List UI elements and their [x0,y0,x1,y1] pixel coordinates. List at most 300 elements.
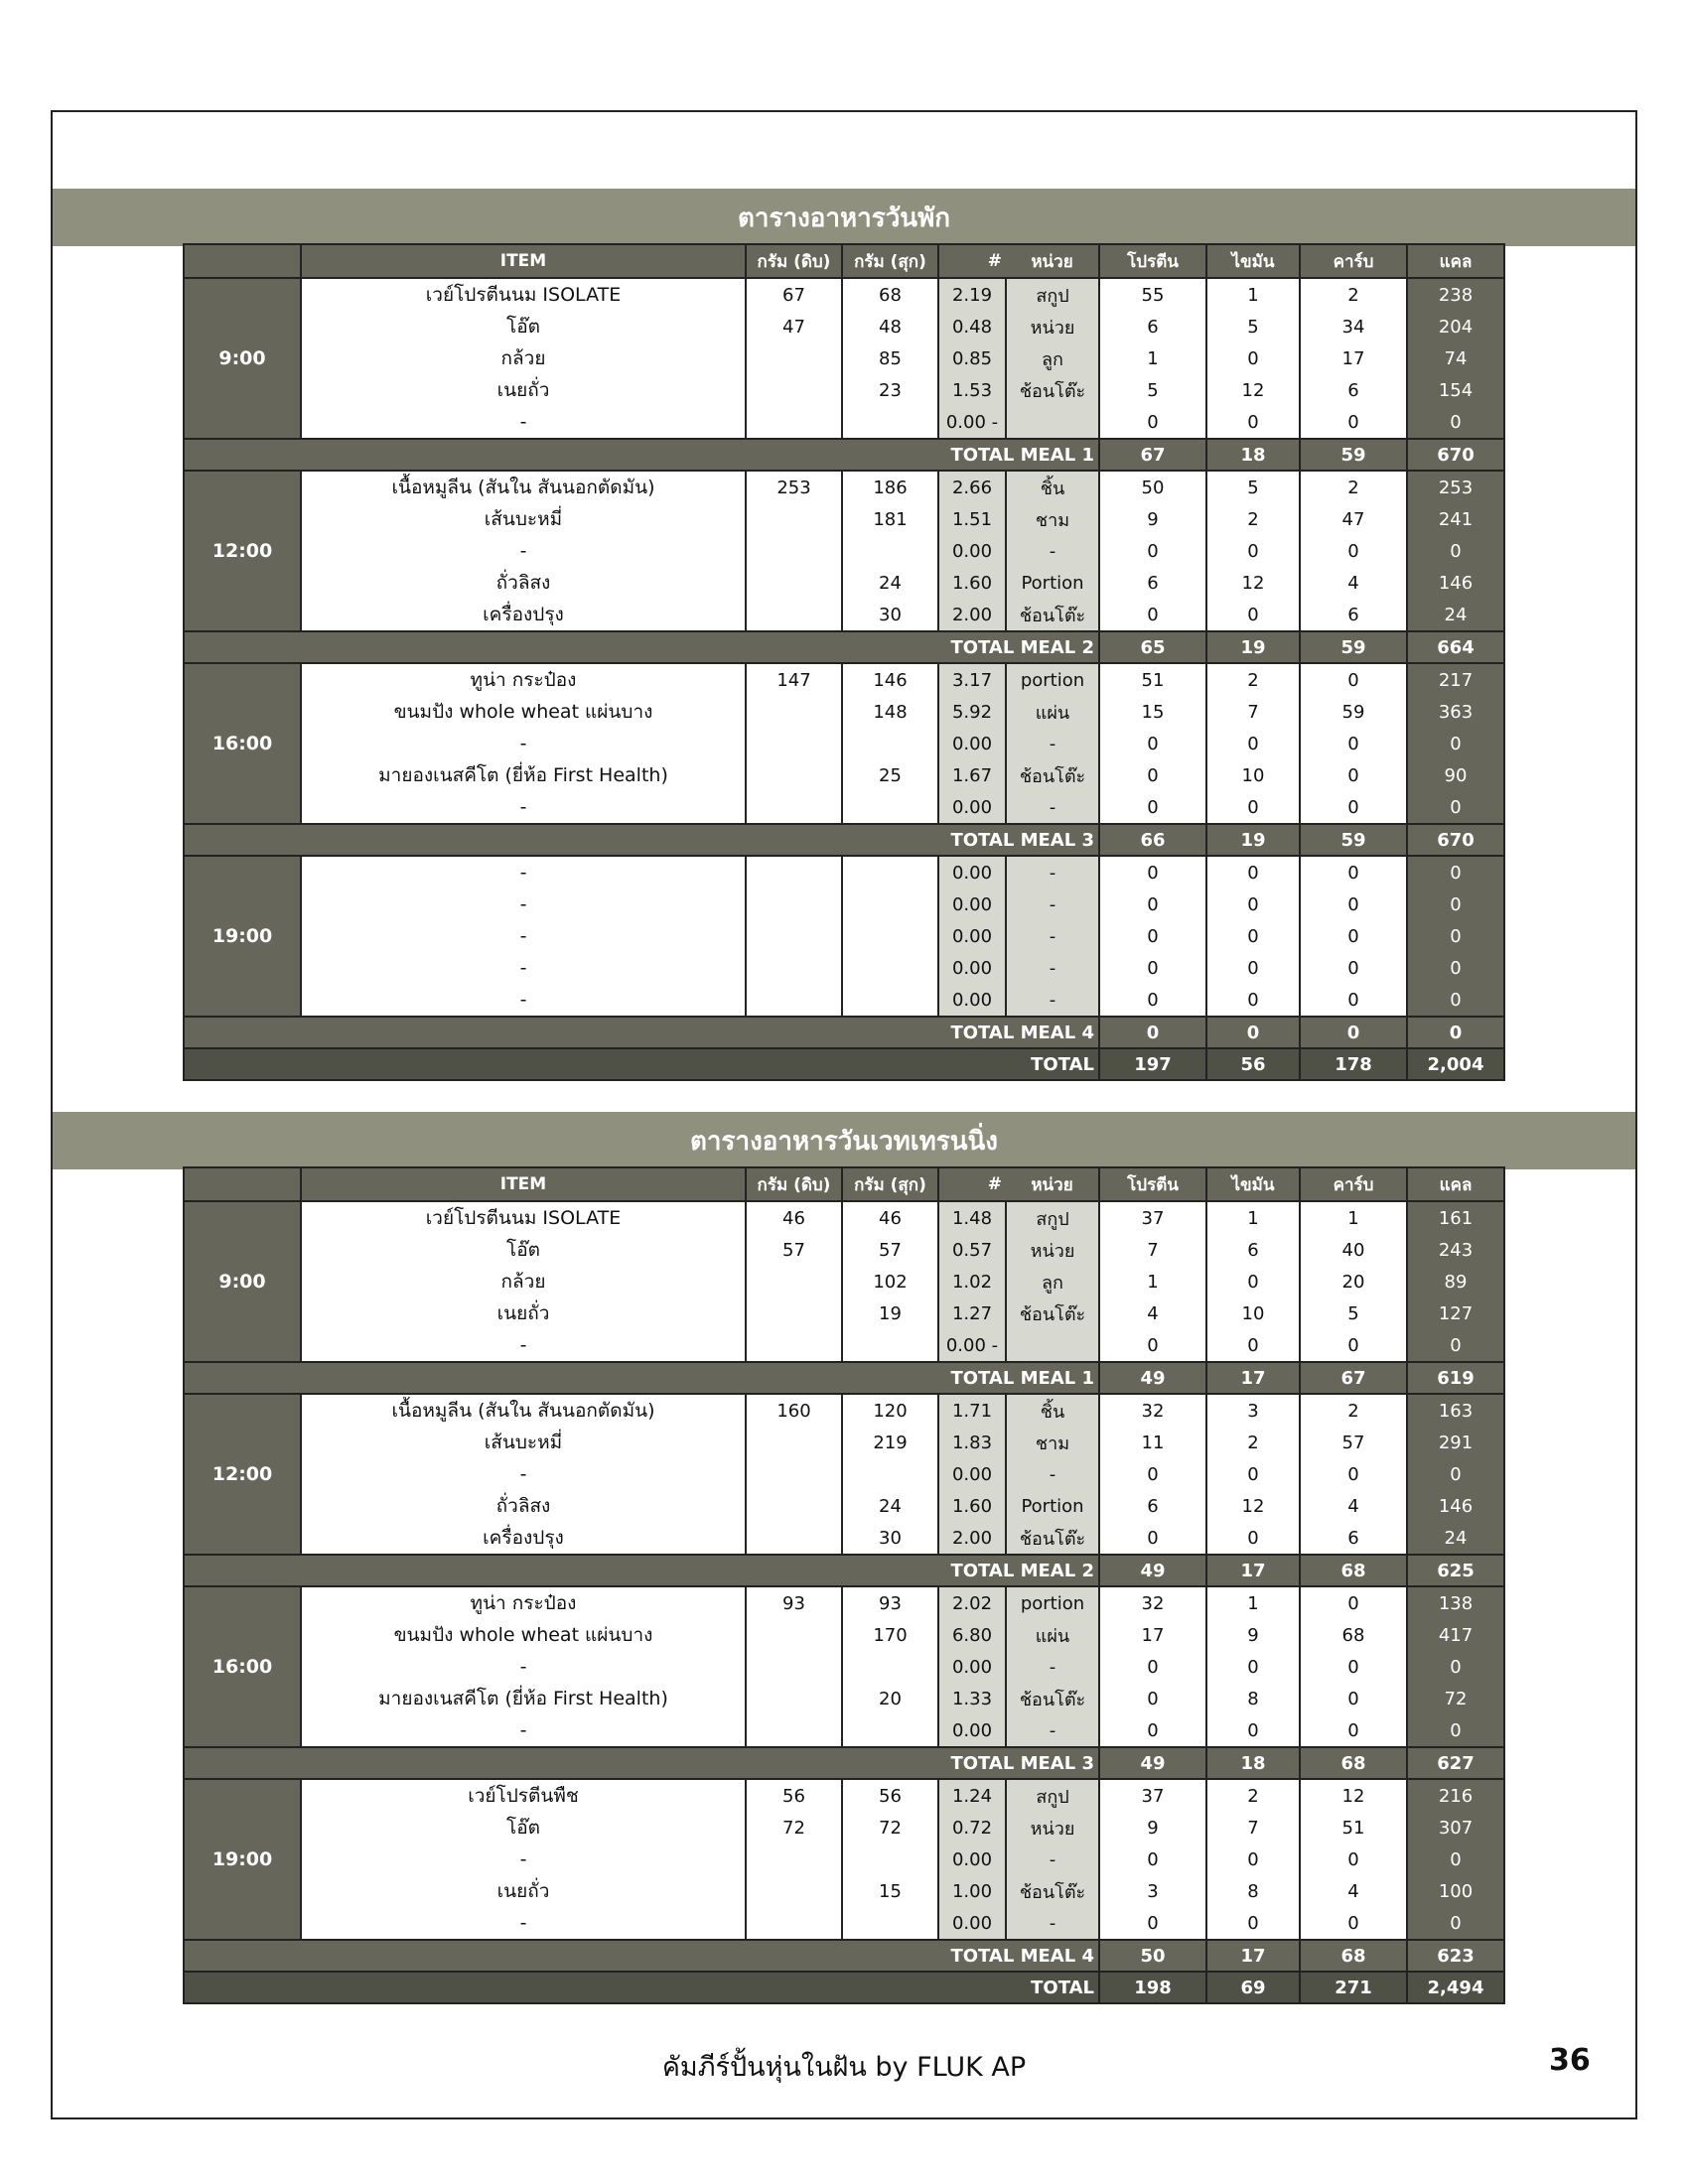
cooked-grams [842,1714,938,1747]
cooked-grams: 15 [842,1875,938,1907]
meal-total-protein: 66 [1099,824,1206,856]
table-row [184,1651,1504,1683]
portion-count: 0.00 [938,920,1006,952]
fat-value: 0 [1206,1714,1300,1747]
cooked-grams: 120 [842,1394,938,1427]
protein-value: 32 [1099,1394,1206,1427]
calorie-value: 204 [1407,311,1504,342]
carb-value: 5 [1300,1297,1407,1329]
calorie-value: 0 [1407,406,1504,439]
portion-unit: - [1006,1714,1099,1747]
portion-unit: ช้อนโต๊ะ [1006,599,1099,631]
meal-total-row [184,1747,1504,1779]
table-row [184,1714,1504,1747]
header-raw-grams: กรัม (ดิบ) [746,244,842,278]
protein-value: 0 [1099,984,1206,1017]
meal-time: 16:00 [184,663,301,824]
table-row [184,1297,1504,1329]
header-cooked-grams: กรัม (สุก) [842,1167,938,1201]
food-item: เนยถั่ว [301,374,746,406]
protein-value: 1 [1099,342,1206,374]
raw-grams: 253 [746,471,842,503]
header-carb: คาร์บ [1300,244,1407,278]
food-item: - [301,920,746,952]
calorie-value: 0 [1407,728,1504,759]
meal-time: 12:00 [184,1394,301,1555]
meal-time: 16:00 [184,1586,301,1747]
cooked-grams: 30 [842,599,938,631]
portion-unit: ช้อนโต๊ะ [1006,374,1099,406]
cooked-grams: 181 [842,503,938,535]
table-row [184,888,1504,920]
protein-value: 0 [1099,920,1206,952]
meal-time: 19:00 [184,1779,301,1940]
meal-total-protein: 49 [1099,1747,1206,1779]
portion-unit: - [1006,791,1099,824]
table-row [184,406,1504,439]
protein-value: 0 [1099,1329,1206,1362]
carb-value: 1 [1300,1201,1407,1234]
table-row [184,1266,1504,1297]
meal-total-row [184,1362,1504,1394]
cooked-grams: 72 [842,1812,938,1843]
food-item: เครื่องปรุง [301,1522,746,1555]
cooked-grams: 93 [842,1586,938,1619]
portion-count: 1.60 [938,567,1006,599]
table-row [184,984,1504,1017]
cooked-grams [842,888,938,920]
portion-unit: - [1006,728,1099,759]
fat-value: 12 [1206,567,1300,599]
carb-value: 0 [1300,1651,1407,1683]
calorie-value: 0 [1407,535,1504,567]
fat-value: 0 [1206,984,1300,1017]
meal-total-label: TOTAL MEAL 1 [184,1362,1099,1394]
portion-count: 1.00 [938,1875,1006,1907]
carb-value: 0 [1300,1458,1407,1490]
food-item: - [301,856,746,888]
fat-value: 6 [1206,1234,1300,1266]
table-row [184,1907,1504,1940]
portion-count: 1.60 [938,1490,1006,1522]
portion-count: 0.00 [938,856,1006,888]
cooked-grams: 186 [842,471,938,503]
meal-total-label: TOTAL MEAL 3 [184,824,1099,856]
raw-grams [746,856,842,888]
portion-unit: portion [1006,663,1099,696]
portion-unit: - [1006,888,1099,920]
meal-total-carb: 59 [1300,439,1407,471]
meal-total-protein: 49 [1099,1555,1206,1586]
portion-unit: สกูป [1006,278,1099,311]
portion-count: 0.00 [938,728,1006,759]
protein-value: 0 [1099,728,1206,759]
cooked-grams: 68 [842,278,938,311]
portion-count: 1.27 [938,1297,1006,1329]
portion-unit: หน่วย [1006,1812,1099,1843]
meal-total-label: TOTAL MEAL 4 [184,1940,1099,1972]
fat-value: 0 [1206,1843,1300,1875]
protein-value: 55 [1099,278,1206,311]
food-item: - [301,952,746,984]
carb-value: 0 [1300,759,1407,791]
header-time [184,1167,301,1201]
raw-grams [746,888,842,920]
raw-grams [746,696,842,728]
protein-value: 0 [1099,1843,1206,1875]
carb-value: 0 [1300,1907,1407,1940]
portion-unit: Portion [1006,567,1099,599]
raw-grams [746,952,842,984]
raw-grams [746,1266,842,1297]
fat-value: 5 [1206,471,1300,503]
raw-grams [746,1458,842,1490]
rest-day-title: ตารางอาหารวันพัก [53,189,1635,246]
portion-count: 1.67 [938,759,1006,791]
table-row [184,535,1504,567]
meal-total-protein: 67 [1099,439,1206,471]
table-row [184,471,1504,503]
header-calories: แคล [1407,1167,1504,1201]
grand-total-calories: 2,494 [1407,1972,1504,2003]
grand-total-label: TOTAL [184,1048,1099,1080]
food-item: ถั่วลิสง [301,567,746,599]
cooked-grams [842,984,938,1017]
table-row [184,1329,1504,1362]
portion-unit: ช้อนโต๊ะ [1006,1683,1099,1714]
meal-total-fat: 18 [1206,439,1300,471]
carb-value: 17 [1300,342,1407,374]
calorie-value: 0 [1407,984,1504,1017]
portion-count: 1.48 [938,1201,1006,1234]
food-item: เนื้อหมูลีน (สันใน สันนอกตัดมัน) [301,1394,746,1427]
portion-unit: หน่วย [1006,1234,1099,1266]
carb-value: 6 [1300,1522,1407,1555]
raw-grams [746,567,842,599]
portion-count: 2.19 [938,278,1006,311]
portion-unit: สกูป [1006,1779,1099,1812]
fat-value: 12 [1206,374,1300,406]
protein-value: 0 [1099,759,1206,791]
carb-value: 0 [1300,1329,1407,1362]
fat-value: 8 [1206,1683,1300,1714]
fat-value: 2 [1206,503,1300,535]
calorie-value: 100 [1407,1875,1504,1907]
fat-value: 0 [1206,535,1300,567]
raw-grams: 93 [746,1586,842,1619]
cooked-grams [842,1329,938,1362]
meal-time: 9:00 [184,278,301,439]
grand-total-fat: 69 [1206,1972,1300,2003]
meal-total-carb: 68 [1300,1747,1407,1779]
table-row [184,503,1504,535]
calorie-value: 0 [1407,952,1504,984]
calorie-value: 216 [1407,1779,1504,1812]
cooked-grams [842,1907,938,1940]
cooked-grams: 85 [842,342,938,374]
fat-value: 12 [1206,1490,1300,1522]
table-row [184,1427,1504,1458]
portion-count: 0.00 [938,1458,1006,1490]
food-item: มายองเนสคีโต (ยี่ห้อ First Health) [301,759,746,791]
cooked-grams [842,856,938,888]
portion-unit: หน่วย [1006,311,1099,342]
raw-grams: 56 [746,1779,842,1812]
portion-count: 1.24 [938,1779,1006,1812]
calorie-value: 243 [1407,1234,1504,1266]
food-item: มายองเนสคีโต (ยี่ห้อ First Health) [301,1683,746,1714]
footer-text: คัมภีร์ปั้นหุ่นในฝัน by FLUK AP [661,2052,1027,2083]
calorie-value: 241 [1407,503,1504,535]
fat-value: 0 [1206,1458,1300,1490]
protein-value: 50 [1099,471,1206,503]
header-calories: แคล [1407,244,1504,278]
header-time [184,244,301,278]
food-item: - [301,984,746,1017]
food-item: - [301,1714,746,1747]
meal-total-calories: 623 [1407,1940,1504,1972]
portion-count: 1.71 [938,1394,1006,1427]
fat-value: 0 [1206,599,1300,631]
table-row [184,1812,1504,1843]
carb-value: 40 [1300,1234,1407,1266]
carb-value: 0 [1300,984,1407,1017]
header-count: # [938,1167,1006,1201]
cooked-grams: 146 [842,663,938,696]
portion-unit: ช้อนโต๊ะ [1006,1522,1099,1555]
protein-value: 51 [1099,663,1206,696]
protein-value: 7 [1099,1234,1206,1266]
protein-value: 0 [1099,1714,1206,1747]
carb-value: 4 [1300,567,1407,599]
food-item: ถั่วลิสง [301,1490,746,1522]
fat-value: 5 [1206,311,1300,342]
meal-total-protein: 50 [1099,1940,1206,1972]
fat-value: 2 [1206,663,1300,696]
food-item: - [301,406,746,439]
portion-unit: - [1006,984,1099,1017]
fat-value: 0 [1206,888,1300,920]
carb-value: 0 [1300,1843,1407,1875]
fat-value: 1 [1206,278,1300,311]
meal-total-row [184,824,1504,856]
meal-time: 19:00 [184,856,301,1017]
protein-value: 0 [1099,952,1206,984]
meal-total-calories: 625 [1407,1555,1504,1586]
raw-grams: 147 [746,663,842,696]
meal-total-fat: 17 [1206,1362,1300,1394]
meal-total-fat: 18 [1206,1747,1300,1779]
calorie-value: 0 [1407,1843,1504,1875]
food-item: ขนมปัง whole wheat แผ่นบาง [301,696,746,728]
header-fat: ไขมัน [1206,244,1300,278]
raw-grams: 67 [746,278,842,311]
header-protein: โปรตีน [1099,244,1206,278]
meal-total-label: TOTAL MEAL 2 [184,1555,1099,1586]
food-item: โอ๊ต [301,1812,746,1843]
calorie-value: 72 [1407,1683,1504,1714]
raw-grams [746,1843,842,1875]
portion-count: 3.17 [938,663,1006,696]
food-item: - [301,1843,746,1875]
fat-value: 0 [1206,952,1300,984]
carb-value: 0 [1300,791,1407,824]
table-row [184,1586,1504,1619]
calorie-value: 90 [1407,759,1504,791]
calorie-value: 0 [1407,888,1504,920]
carb-value: 0 [1300,663,1407,696]
food-item: เครื่องปรุง [301,599,746,631]
cooked-grams: 57 [842,1234,938,1266]
cooked-grams [842,952,938,984]
portion-unit: - [1006,535,1099,567]
cooked-grams [842,535,938,567]
meal-total-protein: 65 [1099,631,1206,663]
table-row [184,1843,1504,1875]
protein-value: 6 [1099,311,1206,342]
calorie-value: 138 [1407,1586,1504,1619]
raw-grams [746,535,842,567]
meal-total-protein: 0 [1099,1017,1206,1048]
calorie-value: 24 [1407,1522,1504,1555]
table-row [184,1458,1504,1490]
portion-unit: portion [1006,1586,1099,1619]
portion-count: 0.00 [938,888,1006,920]
raw-grams [746,374,842,406]
carb-value: 0 [1300,728,1407,759]
carb-value: 2 [1300,278,1407,311]
fat-value: 2 [1206,1427,1300,1458]
portion-count: 1.83 [938,1427,1006,1458]
grand-total-label: TOTAL [184,1972,1099,2003]
meal-total-label: TOTAL MEAL 1 [184,439,1099,471]
calorie-value: 307 [1407,1812,1504,1843]
calorie-value: 89 [1407,1266,1504,1297]
meal-total-calories: 670 [1407,824,1504,856]
portion-unit: ช้อนโต๊ะ [1006,759,1099,791]
protein-value: 0 [1099,1522,1206,1555]
cooked-grams: 46 [842,1201,938,1234]
portion-unit [1006,1329,1099,1362]
protein-value: 0 [1099,406,1206,439]
meal-total-label: TOTAL MEAL 3 [184,1747,1099,1779]
calorie-value: 163 [1407,1394,1504,1427]
food-item: ทูน่า กระป๋อง [301,1586,746,1619]
raw-grams [746,1651,842,1683]
raw-grams [746,599,842,631]
cooked-grams: 56 [842,1779,938,1812]
meal-total-carb: 0 [1300,1017,1407,1048]
protein-value: 0 [1099,888,1206,920]
cooked-grams [842,791,938,824]
calorie-value: 217 [1407,663,1504,696]
raw-grams [746,503,842,535]
portion-unit: ชาม [1006,503,1099,535]
food-item: เส้นบะหมี่ [301,503,746,535]
food-item: - [301,791,746,824]
protein-value: 5 [1099,374,1206,406]
fat-value: 1 [1206,1201,1300,1234]
carb-value: 12 [1300,1779,1407,1812]
fat-value: 0 [1206,1651,1300,1683]
food-item: เนยถั่ว [301,1297,746,1329]
protein-value: 0 [1099,1683,1206,1714]
header-unit: หน่วย [1006,1167,1099,1201]
raw-grams [746,1297,842,1329]
meal-total-calories: 664 [1407,631,1504,663]
table-row [184,1234,1504,1266]
carb-value: 20 [1300,1266,1407,1297]
portion-count: 0.00 - [938,406,1006,439]
calorie-value: 0 [1407,856,1504,888]
meal-total-carb: 59 [1300,631,1407,663]
portion-count: 1.51 [938,503,1006,535]
training-day-title: ตารางอาหารวันเวทเทรนนิ่ง [53,1112,1635,1169]
meal-time: 12:00 [184,471,301,631]
calorie-value: 291 [1407,1427,1504,1458]
cooked-grams: 148 [842,696,938,728]
raw-grams [746,406,842,439]
fat-value: 0 [1206,1266,1300,1297]
meal-total-fat: 19 [1206,824,1300,856]
carb-value: 59 [1300,696,1407,728]
fat-value: 0 [1206,920,1300,952]
page-number: 36 [1549,2043,1591,2078]
carb-value: 34 [1300,311,1407,342]
meal-total-row [184,1940,1504,1972]
table-row [184,1779,1504,1812]
portion-count: 0.00 [938,952,1006,984]
calorie-value: 154 [1407,374,1504,406]
portion-count: 0.00 [938,1907,1006,1940]
food-item: - [301,888,746,920]
raw-grams [746,1427,842,1458]
carb-value: 0 [1300,406,1407,439]
carb-value: 0 [1300,535,1407,567]
portion-count: 0.00 [938,791,1006,824]
fat-value: 0 [1206,342,1300,374]
cooked-grams [842,1651,938,1683]
table-row [184,374,1504,406]
portion-unit: ชิ้น [1006,1394,1099,1427]
meal-total-row [184,1017,1504,1048]
table-row [184,1875,1504,1907]
rest-day-table [183,243,1505,1081]
meal-total-row [184,631,1504,663]
protein-value: 17 [1099,1619,1206,1651]
meal-total-row [184,439,1504,471]
food-item: เนยถั่ว [301,1875,746,1907]
header-carb: คาร์บ [1300,1167,1407,1201]
food-item: - [301,1458,746,1490]
meal-total-protein: 49 [1099,1362,1206,1394]
carb-value: 0 [1300,856,1407,888]
food-item: ขนมปัง whole wheat แผ่นบาง [301,1619,746,1651]
food-item: - [301,728,746,759]
table-row [184,856,1504,888]
protein-value: 4 [1099,1297,1206,1329]
raw-grams: 47 [746,311,842,342]
raw-grams: 72 [746,1812,842,1843]
fat-value: 0 [1206,728,1300,759]
table-row [184,278,1504,311]
grand-total-protein: 197 [1099,1048,1206,1080]
food-item: ทูน่า กระป๋อง [301,663,746,696]
table-row [184,1619,1504,1651]
meal-total-fat: 17 [1206,1555,1300,1586]
portion-unit: - [1006,1907,1099,1940]
cooked-grams: 25 [842,759,938,791]
